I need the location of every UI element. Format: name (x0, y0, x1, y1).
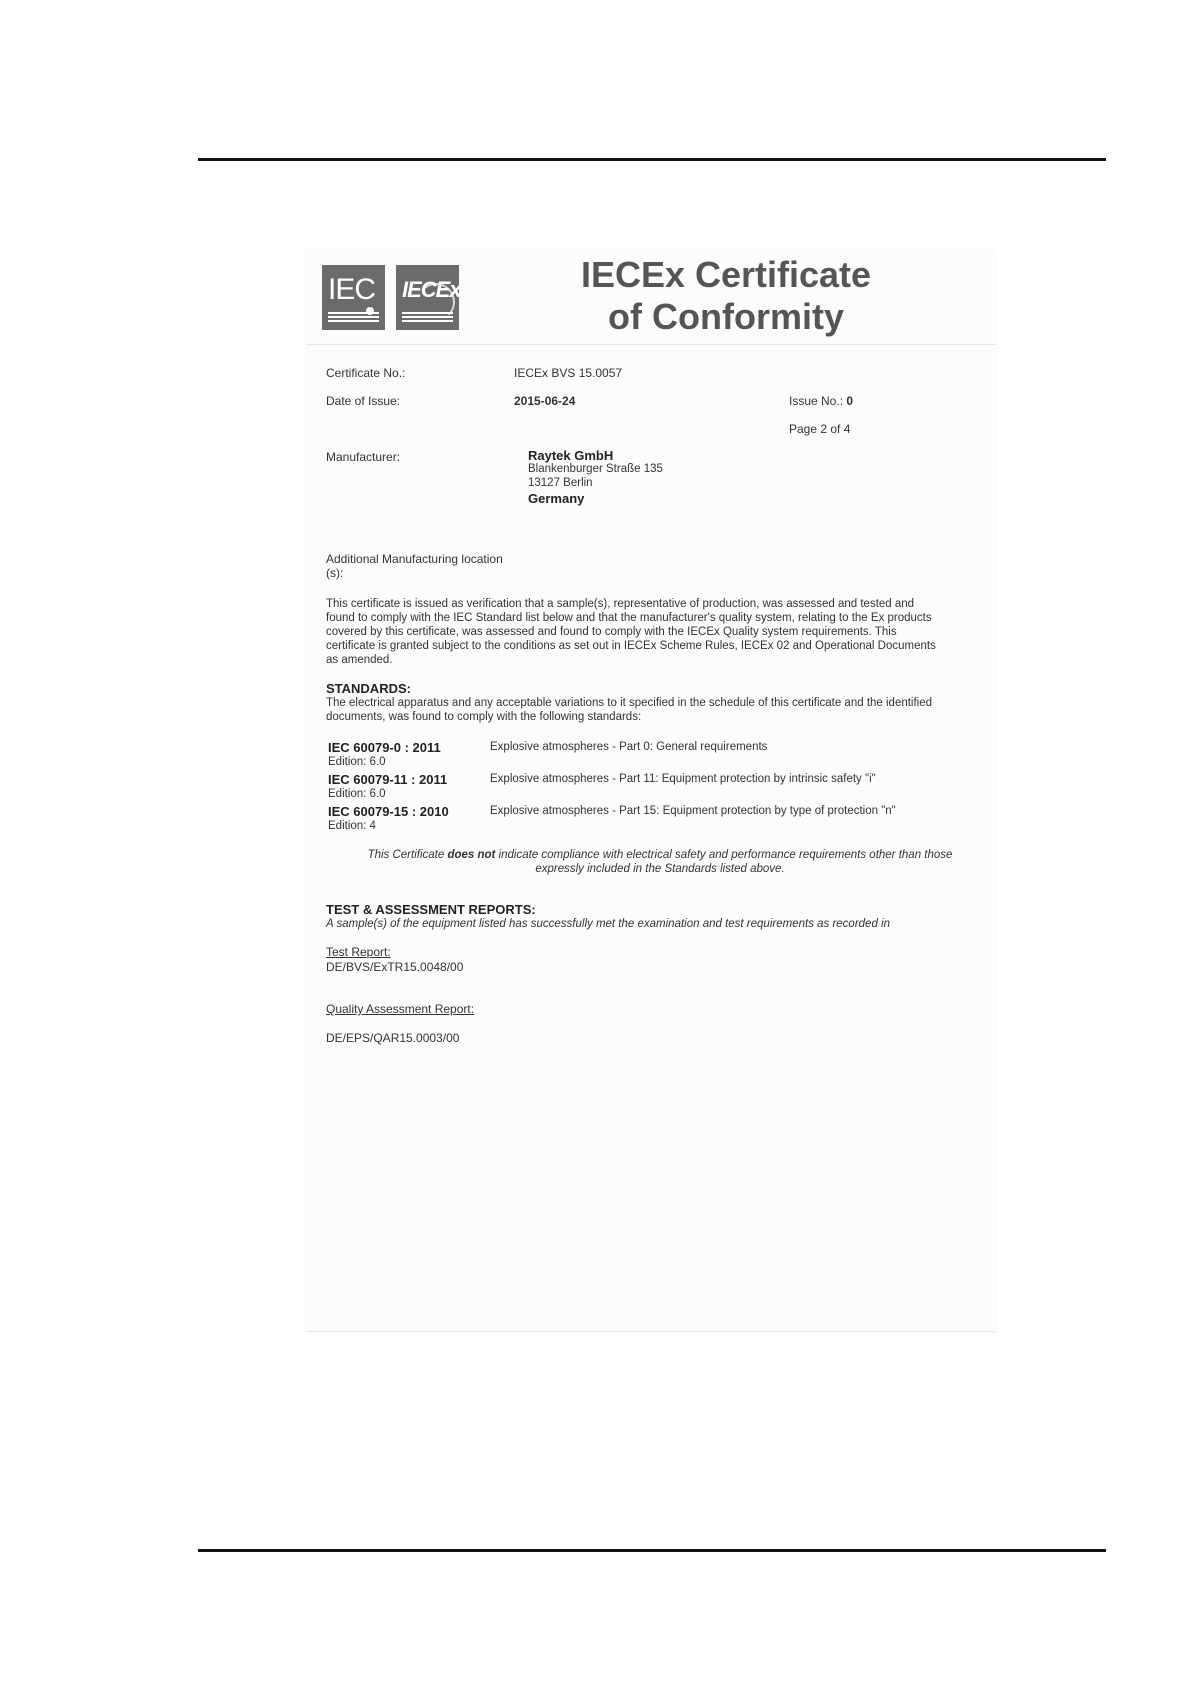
top-rule (198, 158, 1106, 161)
note-text: indicate compliance with electrical safety and performance requirements other than those (495, 849, 953, 861)
standard-edition: Edition: 4 (328, 820, 376, 832)
note-emphasis: does not (447, 849, 496, 861)
qa-report-value: DE/EPS/QAR15.0003/00 (326, 1031, 460, 1045)
certificate-no-label: Certificate No.: (326, 366, 406, 380)
standard-code: IEC 60079-0 : 2011 (328, 740, 441, 755)
date-of-issue-label: Date of Issue: (326, 394, 401, 408)
intro-line: found to comply with the IEC Standard list below and that the manufacturer's quality system, relating to the Ex products (326, 612, 932, 624)
iec-logo (322, 265, 385, 330)
iec-logo-lines (328, 312, 379, 322)
manufacturer-city: 13127 Berlin (528, 477, 593, 489)
standards-intro-line: The electrical apparatus and any acceptable variations to it specified in the schedule of this certificate and the identified (326, 697, 933, 709)
test-report-value: DE/BVS/ExTR15.0048/00 (326, 960, 464, 974)
issue-no-value: 0 (846, 394, 854, 408)
certificate-header (306, 250, 996, 345)
standard-description: Explosive atmospheres - Part 0: General requirements (490, 741, 768, 753)
reports-intro: A sample(s) of the equipment listed has successfully met the examination and test requirements as recorded in (326, 918, 890, 930)
reports-heading: TEST & ASSESSMENT REPORTS: (326, 902, 536, 917)
iec-logo-text: IEC (328, 273, 376, 306)
standard-edition: Edition: 6.0 (328, 788, 386, 800)
intro-line: This certificate is issued as verification that a sample(s), representative of production, was assessed and tested and (326, 598, 915, 610)
additional-location-label-1: Additional Manufacturing location (326, 552, 503, 566)
standards-intro (326, 696, 994, 724)
certificate-page (306, 250, 996, 1333)
title-line-1: IECEx Certificate (580, 254, 872, 295)
standard-code: IEC 60079-15 : 2010 (328, 804, 449, 819)
standard-edition: Edition: 6.0 (328, 756, 386, 768)
iecex-logo-text: IECEx (402, 277, 461, 302)
iecex-logo (396, 265, 459, 330)
manufacturer-name: Raytek GmbH (528, 448, 614, 463)
standards-note (326, 848, 994, 876)
iecex-logo-lines (402, 312, 453, 322)
manufacturer-label: Manufacturer: (326, 450, 401, 464)
date-of-issue-value: 2015-06-24 (514, 394, 576, 408)
note-text: This Certificate (367, 849, 448, 861)
intro-line: certificate is granted subject to the conditions as set out in IECEx Scheme Rules, IECEx 02 and Operational Documents (326, 640, 936, 652)
title-line-2: of Conformity (608, 296, 844, 337)
bottom-rule (198, 1549, 1106, 1552)
standards-intro-line: documents, was found to comply with the following standards: (326, 711, 642, 723)
manufacturer-country: Germany (528, 491, 585, 506)
issue-no-label: Issue No.: (789, 394, 844, 408)
standards-note-line-1 (326, 848, 994, 862)
test-report-label: Test Report: (326, 945, 391, 959)
qa-report-label: Quality Assessment Report: (326, 1002, 475, 1016)
certificate-bottom-edge (306, 1331, 996, 1332)
page-number: Page 2 of 4 (789, 422, 851, 436)
standard-description: Explosive atmospheres - Part 15: Equipment protection by type of protection "n" (490, 805, 896, 817)
intro-paragraph (326, 597, 994, 667)
standard-code: IEC 60079-11 : 2011 (328, 772, 448, 787)
intro-line: covered by this certificate, was assessed and found to comply with the IECEx Quality system requirements. This (326, 626, 897, 638)
intro-line: as amended. (326, 654, 393, 666)
additional-location-label-2: (s): (326, 566, 344, 580)
certificate-no-value: IECEx BVS 15.0057 (514, 366, 623, 380)
manufacturer-street: Blankenburger Straße 135 (528, 463, 663, 475)
standard-description: Explosive atmospheres - Part 11: Equipment protection by intrinsic safety "i" (490, 773, 876, 785)
standards-note-line-2: expressly included in the Standards listed above. (535, 863, 785, 875)
standards-heading: STANDARDS: (326, 681, 411, 696)
issue-no (789, 394, 853, 408)
